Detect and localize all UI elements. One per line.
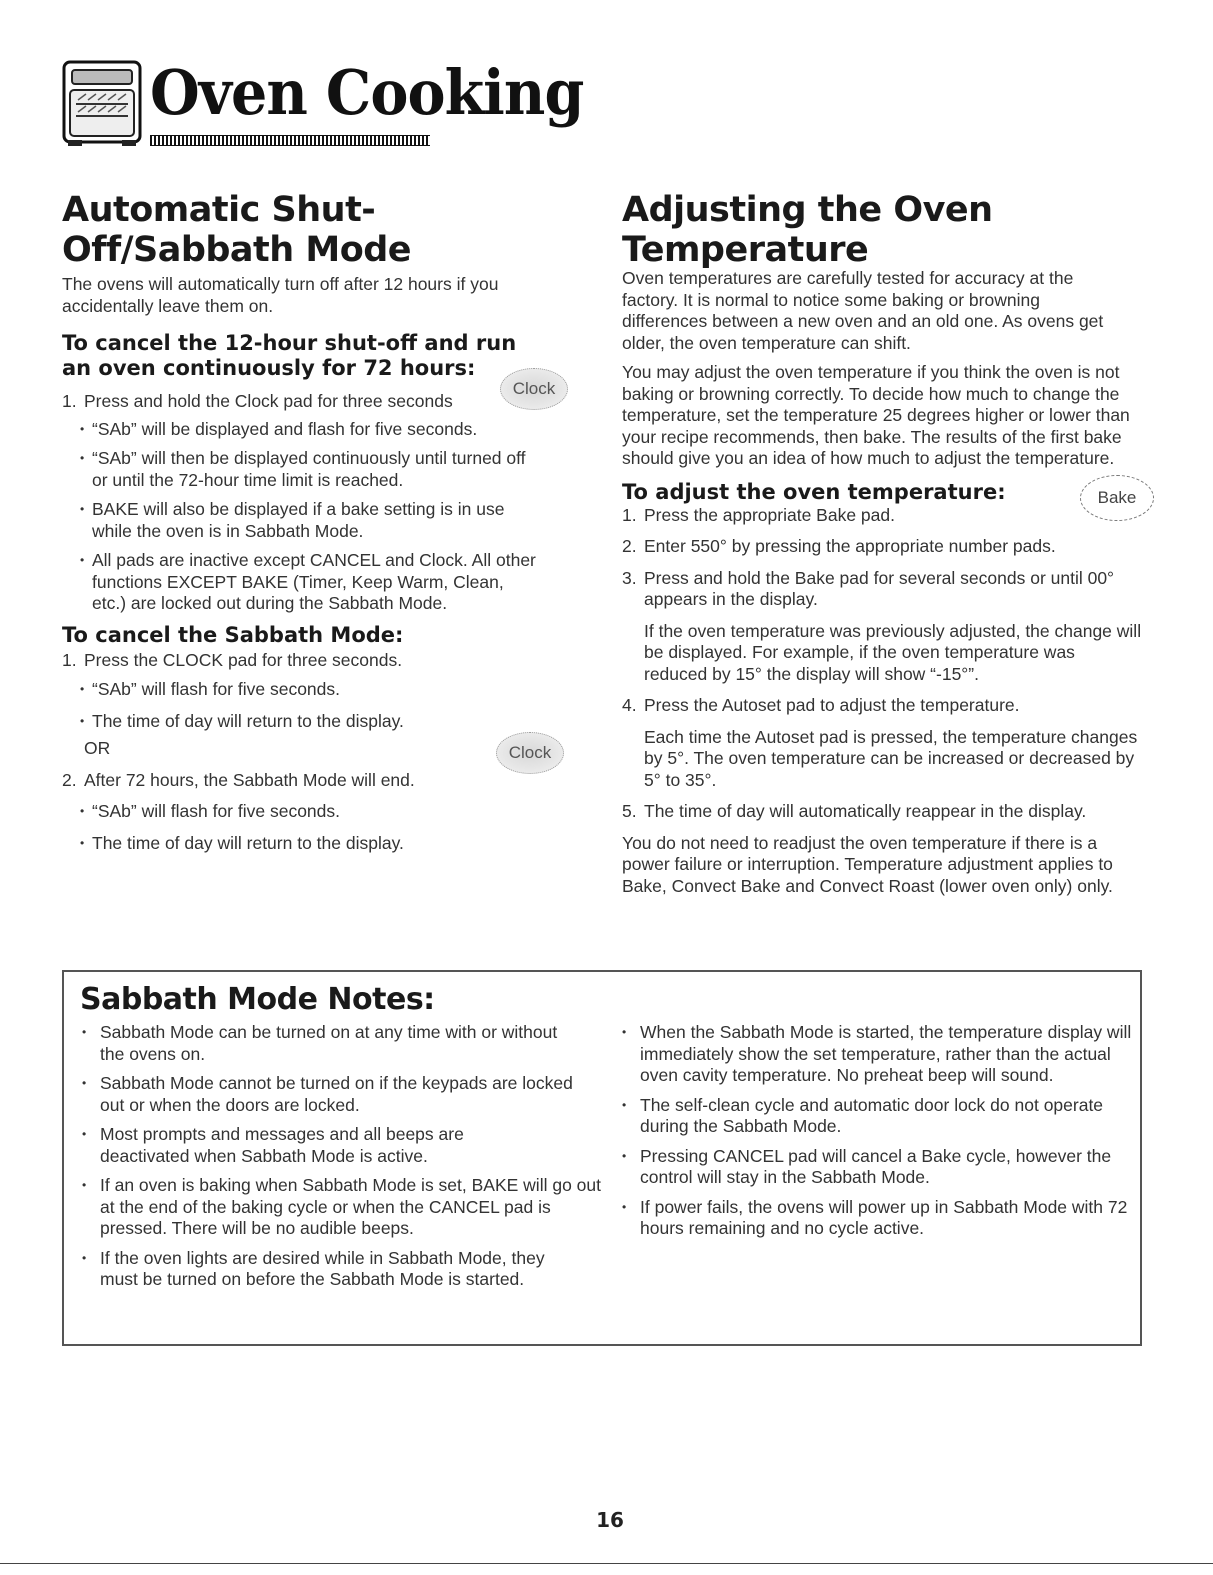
step-item	[622, 568, 1144, 611]
footer-rule	[0, 1563, 1213, 1564]
step-text: Press and hold the Clock pad for three seconds	[84, 391, 453, 411]
step-text: The time of day will automatically reappear in the display.	[644, 801, 1087, 821]
step-number: 4.	[622, 695, 637, 715]
clock-pad-label: Clock	[508, 743, 552, 762]
header-rule	[150, 135, 430, 146]
notes-right-list	[618, 1022, 1132, 1248]
list-item: • “SAb” will then be displayed continuously until turned off or until the 72-hour time limit is reached.	[62, 448, 542, 491]
paragraph: Oven temperatures are carefully tested for accuracy at the factory. It is normal to notice some baking or browning differences between a new oven and an old one. As ovens get older, the oven temperature can shift.	[622, 268, 1104, 353]
page-number: 16	[596, 1508, 624, 1532]
section-title-adjust: Adjusting the Oven Temperature	[622, 190, 993, 270]
step-text: Press the CLOCK pad for three seconds.	[84, 649, 403, 670]
paragraph: You may adjust the oven temperature if you think the oven is not baking or browning correctly. To decide how much to change the temperature, set the temperature 25 degrees higher or lower than your recipe recommends, then bake. The results of the first bake should give you an idea of how much to adjust the temperature.	[622, 362, 1130, 468]
list-item: • The self-clean cycle and automatic door lock do not operate during the Sabbath Mode.	[618, 1095, 1110, 1138]
intro-text: The ovens will automatically turn off after 12 hours if you accidentally leave them on.	[62, 274, 499, 316]
step-number: 1.	[622, 504, 637, 525]
notes-title: Sabbath Mode Notes:	[80, 982, 435, 1017]
page-header-title: Oven Cooking	[150, 56, 584, 129]
list-item: • “SAb” will be displayed and flash for five seconds.	[62, 419, 542, 441]
list-item: • “SAb” will flash for five seconds.	[62, 679, 592, 701]
step-text: After 72 hours, the Sabbath Mode will end.	[84, 769, 415, 790]
step-text: Press and hold the Bake pad for several seconds or until 00° appears in the display.	[644, 567, 1115, 609]
clock-pad-label: Clock	[512, 379, 556, 398]
bake-pad-label: Bake	[1097, 488, 1137, 507]
step-item	[62, 770, 592, 792]
list-item: • Most prompts and messages and all beeps are deactivated when Sabbath Mode is active.	[78, 1124, 540, 1167]
step-item	[622, 505, 1142, 527]
step-item	[622, 801, 1142, 823]
step-note: Each time the Autoset pad is pressed, the temperature changes by 5°. The oven temperature can be increased or decreased by 5° to 35°.	[644, 726, 1138, 790]
list-item: • The time of day will return to the display.	[62, 711, 592, 733]
list-item: • If power fails, the ovens will power up in Sabbath Mode with 72 hours remaining and no cycle active.	[618, 1197, 1140, 1240]
step-item	[62, 650, 592, 672]
list-item: • Sabbath Mode can be turned on at any time with or without the ovens on.	[78, 1022, 570, 1065]
step-number: 1.	[62, 649, 77, 670]
cancel-shutoff-heading: To cancel the 12-hour shut-off and run an oven continuously for 72 hours:	[62, 331, 517, 380]
right-column	[622, 190, 1167, 897]
list-item: • If the oven lights are desired while in Sabbath Mode, they must be turned on before the Sabbath Mode is started.	[78, 1248, 580, 1291]
clock-pad-graphic	[496, 732, 564, 774]
list-item: • If an oven is baking when Sabbath Mode is set, BAKE will go out at the end of the baking cycle or when the CANCEL pad is pressed. There will be no audible beeps.	[78, 1175, 610, 1240]
cancel-sabbath-heading: To cancel the Sabbath Mode:	[62, 622, 404, 647]
section-title-sabbath: Automatic Shut-Off/Sabbath Mode	[62, 190, 412, 270]
step-number: 3.	[622, 567, 637, 588]
step-item	[622, 695, 1142, 717]
list-item: • BAKE will also be displayed if a bake setting is in use while the oven is in Sabbath Mode.	[62, 499, 542, 542]
step-number: 5.	[622, 801, 637, 821]
list-item: • The time of day will return to the display.	[62, 833, 592, 855]
step-item	[622, 536, 1142, 558]
step-number: 2.	[62, 769, 77, 790]
notes-left-list	[78, 1022, 601, 1299]
clock-pad-graphic	[500, 368, 568, 410]
step-number: 1.	[62, 391, 77, 411]
step-text: Press the Autoset pad to adjust the temperature.	[644, 695, 1020, 715]
step-text: Press the appropriate Bake pad.	[644, 504, 895, 525]
or-text: OR	[84, 738, 111, 758]
bake-pad-graphic	[1080, 475, 1154, 521]
step-number: 2.	[622, 536, 637, 556]
step-text: Enter 550° by pressing the appropriate number pads.	[644, 536, 1056, 556]
list-item: • All pads are inactive except CANCEL and Clock. All other functions EXCEPT BAKE (Timer, Keep Warm, Clean, etc.) are locked out during the Sabbath Mode.	[62, 550, 542, 615]
list-item: • Sabbath Mode cannot be turned on if the keypads are locked out or when the doors are locked.	[78, 1073, 590, 1116]
step-note: If the oven temperature was previously adjusted, the change will be displayed. For example, if the oven temperature was reduced by 15° the display will show “-15°”.	[644, 620, 1142, 684]
oven-icon	[62, 60, 142, 148]
closing-paragraph: You do not need to readjust the oven temperature if there is a power failure or interruption. Temperature adjustment applies to Bake, Convect Bake and Convect Roast (lower oven only) only.	[622, 832, 1113, 896]
list-item: • When the Sabbath Mode is started, the temperature display will immediately show the set temperature, rather than the actual oven cavity temperature. No preheat beep will sound.	[618, 1022, 1148, 1087]
adjust-heading: To adjust the oven temperature:	[622, 479, 1006, 504]
list-item: • “SAb” will flash for five seconds.	[62, 801, 592, 823]
list-item: • Pressing CANCEL pad will cancel a Bake cycle, however the control will stay in the Sabbath Mode.	[618, 1146, 1140, 1189]
